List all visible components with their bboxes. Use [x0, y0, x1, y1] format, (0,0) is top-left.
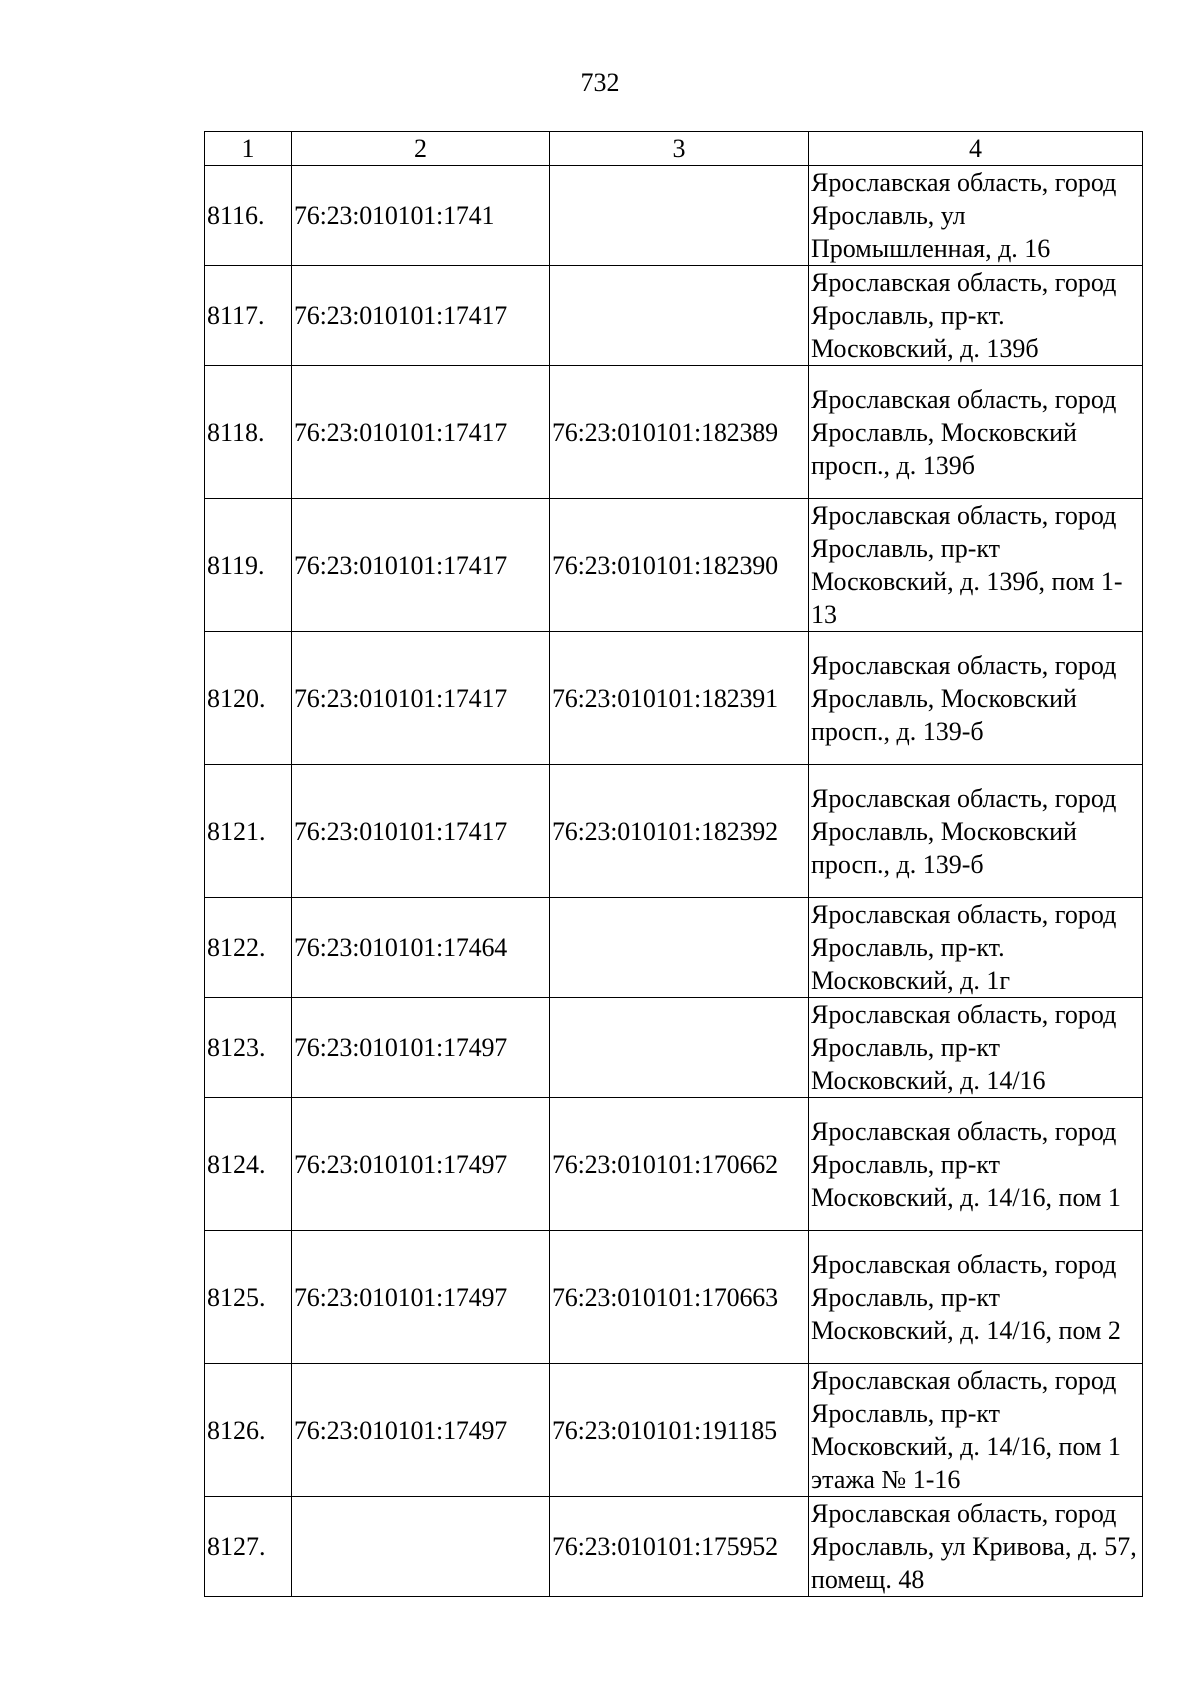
table-row — [205, 765, 1143, 898]
row-number-cell: 8118. — [205, 366, 292, 499]
table-row — [205, 1364, 1143, 1497]
cadastral-number-cell: 76:23:010101:17417 — [292, 632, 550, 765]
table-row — [205, 998, 1143, 1098]
building-cadastral-number-cell: 76:23:010101:170663 — [550, 1231, 809, 1364]
table-row — [205, 1231, 1143, 1364]
table-row — [205, 1098, 1143, 1231]
address-cell: Ярославская область, город Ярославль, пр-кт Московский, д. 14/16, пом 2 — [809, 1231, 1143, 1364]
cadastral-number-cell: 76:23:010101:17417 — [292, 499, 550, 632]
address-cell: Ярославская область, город Ярославль, пр-кт Московский, д. 14/16, пом 1 этажа № 1-16 — [809, 1364, 1143, 1497]
registry-table — [204, 131, 1143, 1597]
column-header-2: 2 — [292, 132, 550, 166]
address-cell: Ярославская область, город Ярославль, Московский просп., д. 139-б — [809, 632, 1143, 765]
cadastral-number-cell: 76:23:010101:17417 — [292, 366, 550, 499]
row-number-cell: 8117. — [205, 266, 292, 366]
cadastral-number-cell: 76:23:010101:17497 — [292, 1098, 550, 1231]
building-cadastral-number-cell: 76:23:010101:175952 — [550, 1497, 809, 1597]
table-body — [205, 166, 1143, 1597]
table-row — [205, 166, 1143, 266]
row-number-cell: 8125. — [205, 1231, 292, 1364]
address-cell: Ярославская область, город Ярославль, пр-кт Московский, д. 139б, пом 1-13 — [809, 499, 1143, 632]
address-cell: Ярославская область, город Ярославль, пр-кт. Московский, д. 1г — [809, 898, 1143, 998]
building-cadastral-number-cell: 76:23:010101:182390 — [550, 499, 809, 632]
address-cell: Ярославская область, город Ярославль, ул Кривова, д. 57, помещ. 48 — [809, 1497, 1143, 1597]
table-row — [205, 499, 1143, 632]
address-cell: Ярославская область, город Ярославль, пр-кт. Московский, д. 139б — [809, 266, 1143, 366]
table-row — [205, 898, 1143, 998]
table-row — [205, 632, 1143, 765]
building-cadastral-number-cell — [550, 166, 809, 266]
table-row — [205, 1497, 1143, 1597]
cadastral-number-cell — [292, 1497, 550, 1597]
cadastral-number-cell: 76:23:010101:17417 — [292, 765, 550, 898]
row-number-cell: 8123. — [205, 998, 292, 1098]
row-number-cell: 8121. — [205, 765, 292, 898]
building-cadastral-number-cell: 76:23:010101:182389 — [550, 366, 809, 499]
row-number-cell: 8124. — [205, 1098, 292, 1231]
building-cadastral-number-cell — [550, 266, 809, 366]
cadastral-number-cell: 76:23:010101:17497 — [292, 1364, 550, 1497]
cadastral-number-cell: 76:23:010101:17497 — [292, 1231, 550, 1364]
address-cell: Ярославская область, город Ярославль, ул Промышленная, д. 16 — [809, 166, 1143, 266]
column-header-4: 4 — [809, 132, 1143, 166]
row-number-cell: 8127. — [205, 1497, 292, 1597]
column-header-3: 3 — [550, 132, 809, 166]
row-number-cell: 8122. — [205, 898, 292, 998]
cadastral-number-cell: 76:23:010101:1741 — [292, 166, 550, 266]
building-cadastral-number-cell — [550, 998, 809, 1098]
address-cell: Ярославская область, город Ярославль, Московский просп., д. 139-б — [809, 765, 1143, 898]
building-cadastral-number-cell: 76:23:010101:191185 — [550, 1364, 809, 1497]
address-cell: Ярославская область, город Ярославль, пр-кт Московский, д. 14/16 — [809, 998, 1143, 1098]
cadastral-number-cell: 76:23:010101:17464 — [292, 898, 550, 998]
row-number-cell: 8116. — [205, 166, 292, 266]
row-number-cell: 8119. — [205, 499, 292, 632]
building-cadastral-number-cell — [550, 898, 809, 998]
table-row — [205, 266, 1143, 366]
building-cadastral-number-cell: 76:23:010101:182392 — [550, 765, 809, 898]
page-number: 732 — [580, 68, 620, 97]
column-header-1: 1 — [205, 132, 292, 166]
cadastral-number-cell: 76:23:010101:17497 — [292, 998, 550, 1098]
building-cadastral-number-cell: 76:23:010101:182391 — [550, 632, 809, 765]
building-cadastral-number-cell: 76:23:010101:170662 — [550, 1098, 809, 1231]
row-number-cell: 8126. — [205, 1364, 292, 1497]
header-row — [205, 132, 1143, 166]
table-row — [205, 366, 1143, 499]
row-number-cell: 8120. — [205, 632, 292, 765]
cadastral-number-cell: 76:23:010101:17417 — [292, 266, 550, 366]
address-cell: Ярославская область, город Ярославль, пр-кт Московский, д. 14/16, пом 1 — [809, 1098, 1143, 1231]
address-cell: Ярославская область, город Ярославль, Московский просп., д. 139б — [809, 366, 1143, 499]
